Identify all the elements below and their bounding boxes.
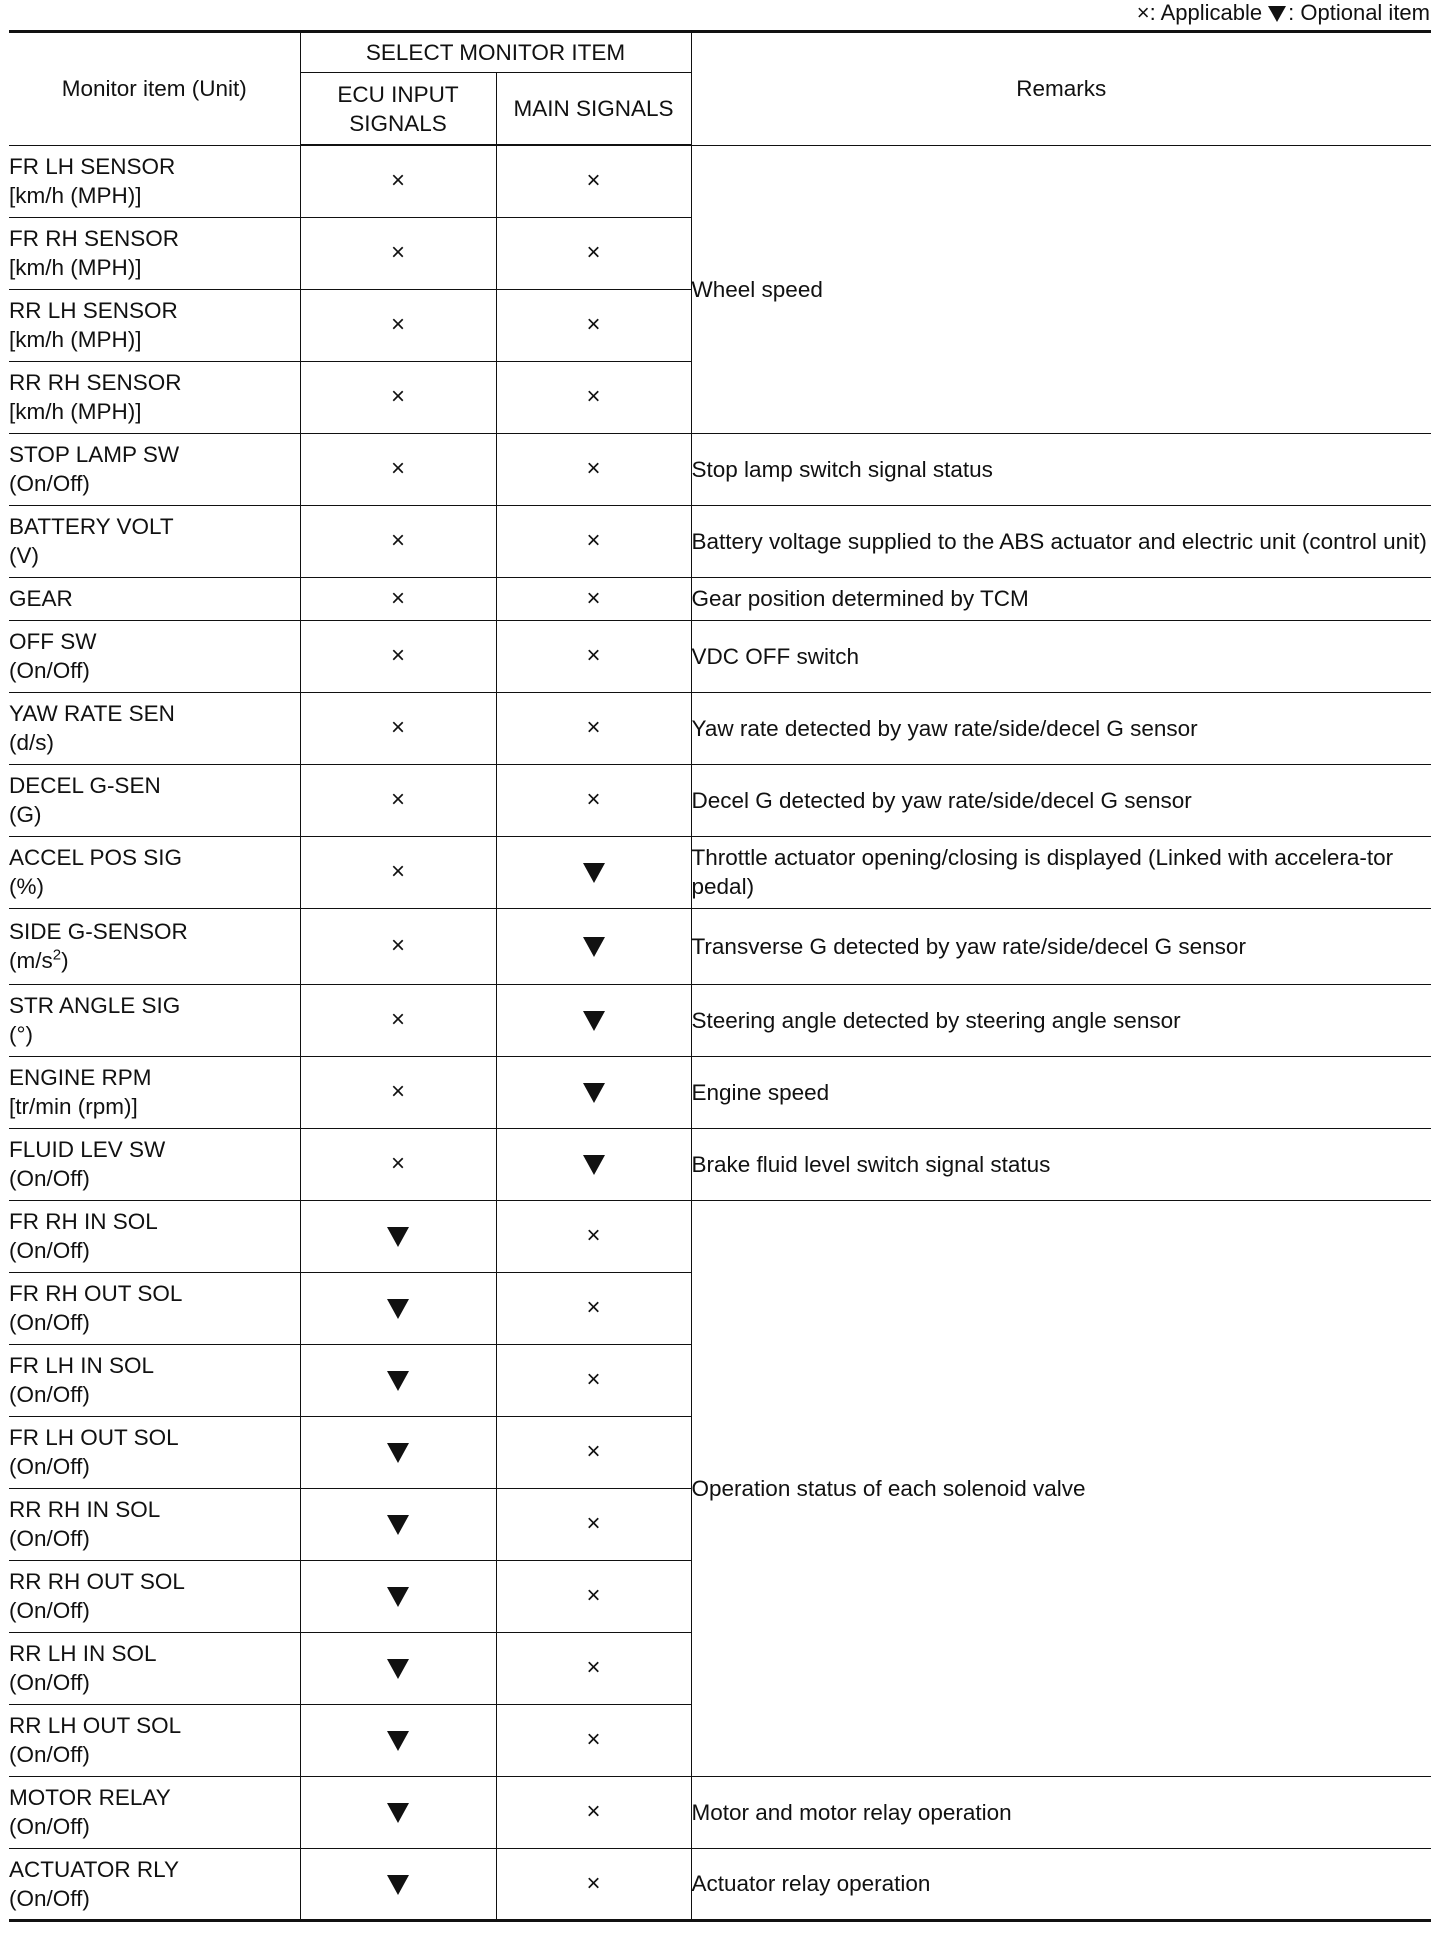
monitor-item-unit: (On/Off) <box>9 1454 90 1479</box>
main-signals-cell-applicable <box>496 1632 691 1704</box>
monitor-item-cell <box>9 764 300 836</box>
down-triangle-icon <box>583 1011 605 1031</box>
table-row <box>9 1200 1431 1272</box>
monitor-item-unit: [tr/min (rpm)] <box>9 1094 138 1119</box>
applicable-mark: × <box>390 527 405 554</box>
main-signals-cell-applicable <box>496 433 691 505</box>
ecu-input-cell-optional <box>300 1416 496 1488</box>
applicable-mark: × <box>586 1869 601 1897</box>
monitor-item-name: RR RH IN SOL <box>9 1497 161 1522</box>
monitor-item-cell <box>9 620 300 692</box>
remarks-cell: Motor and motor relay operation <box>691 1776 1431 1848</box>
ecu-input-cell-optional <box>300 1776 496 1848</box>
table-row <box>9 1128 1431 1200</box>
applicable-mark: × <box>586 714 601 741</box>
applicable-mark: × <box>390 786 405 813</box>
header-select-monitor-item: SELECT MONITOR ITEM <box>300 32 691 73</box>
down-triangle-icon <box>387 1443 409 1463</box>
ecu-input-cell-applicable <box>300 908 496 984</box>
remarks-cell: Throttle actuator opening/closing is displayed (Linked with accelera-tor pedal) <box>691 836 1431 908</box>
table-header <box>9 32 1431 146</box>
ecu-input-cell-optional <box>300 1488 496 1560</box>
table-row <box>9 620 1431 692</box>
ecu-input-cell-applicable <box>300 577 496 620</box>
monitor-item-name: STOP LAMP SW <box>9 442 180 467</box>
applicable-mark: × <box>586 584 601 612</box>
applicable-mark: × <box>390 167 405 195</box>
down-triangle-icon <box>583 1155 605 1175</box>
applicable-mark: × <box>390 714 405 741</box>
monitor-item-cell <box>9 692 300 764</box>
remarks-cell: VDC OFF switch <box>691 620 1431 692</box>
monitor-item-name: ACCEL POS SIG <box>9 845 182 870</box>
monitor-item-name: RR RH OUT SOL <box>9 1569 185 1594</box>
applicable-mark: × <box>390 239 405 266</box>
applicable-mark: × <box>586 1654 601 1681</box>
ecu-input-cell-applicable <box>300 692 496 764</box>
down-triangle-icon <box>583 1083 605 1103</box>
applicable-mark: × <box>390 383 405 410</box>
unit-tail: ) <box>61 948 69 973</box>
monitor-item-name: FLUID LEV SW <box>9 1137 166 1162</box>
monitor-item-unit: (G) <box>9 802 42 827</box>
monitor-item-name: YAW RATE SEN <box>9 701 175 726</box>
main-signals-cell-applicable <box>496 505 691 577</box>
applicable-mark: × <box>586 1510 601 1537</box>
table-row <box>9 908 1431 984</box>
main-signals-cell-applicable <box>496 1704 691 1776</box>
down-triangle-icon <box>387 1587 409 1607</box>
main-signals-cell-applicable <box>496 289 691 361</box>
down-triangle-icon <box>387 1371 409 1391</box>
main-signals-cell-applicable <box>496 577 691 620</box>
monitor-item-cell <box>9 1488 300 1560</box>
monitor-item-cell <box>9 1272 300 1344</box>
table-row <box>9 433 1431 505</box>
applicable-mark: × <box>586 1438 601 1465</box>
monitor-item-cell <box>9 145 300 217</box>
applicable-mark: × <box>390 858 405 885</box>
header-ecu-input-signals: ECU INPUT SIGNALS <box>300 73 496 146</box>
main-signals-cell-applicable <box>496 1200 691 1272</box>
ecu-input-cell-optional <box>300 1560 496 1632</box>
monitor-item-cell <box>9 1632 300 1704</box>
monitor-item-name: GEAR <box>9 586 73 611</box>
monitor-item-unit: (On/Off) <box>9 1670 90 1695</box>
ecu-input-cell-applicable <box>300 433 496 505</box>
ecu-input-cell-applicable <box>300 836 496 908</box>
applicable-mark: × <box>586 527 601 554</box>
monitor-item-unit: (m/s <box>9 948 53 973</box>
applicable-mark: × <box>390 932 405 959</box>
monitor-item-name: FR RH SENSOR <box>9 226 180 251</box>
applicable-mark: × <box>586 1366 601 1393</box>
monitor-item-name: OFF SW <box>9 629 97 654</box>
ecu-input-cell-applicable <box>300 361 496 433</box>
monitor-item-unit: (°) <box>9 1022 33 1047</box>
ecu-input-cell-optional <box>300 1704 496 1776</box>
ecu-input-cell-applicable <box>300 1056 496 1128</box>
main-signals-cell-applicable <box>496 1416 691 1488</box>
monitor-item-cell <box>9 577 300 620</box>
monitor-item-unit: [km/h (MPH)] <box>9 183 142 208</box>
applicable-mark: × <box>586 239 601 266</box>
monitor-item-unit: (On/Off) <box>9 1742 90 1767</box>
monitor-item-cell <box>9 289 300 361</box>
monitor-item-cell <box>9 908 300 984</box>
remarks-cell: Yaw rate detected by yaw rate/side/decel G sensor <box>691 692 1431 764</box>
monitor-item-unit: (On/Off) <box>9 1814 90 1839</box>
monitor-item-name: RR RH SENSOR <box>9 370 182 395</box>
down-triangle-icon <box>387 1875 409 1895</box>
monitor-item-name: ENGINE RPM <box>9 1065 152 1090</box>
monitor-item-name: SIDE G-SENSOR <box>9 919 188 944</box>
table-row <box>9 1056 1431 1128</box>
monitor-item-name: DECEL G-SEN <box>9 773 161 798</box>
down-triangle-icon <box>387 1731 409 1751</box>
down-triangle-icon <box>387 1227 409 1247</box>
monitor-item-name: BATTERY VOLT <box>9 514 174 539</box>
unit-superscript: 2 <box>52 946 62 964</box>
monitor-item-cell <box>9 1416 300 1488</box>
ecu-input-cell-applicable <box>300 217 496 289</box>
ecu-input-cell-applicable <box>300 145 496 217</box>
monitor-item-table <box>9 30 1431 1922</box>
applicable-mark: × <box>390 642 405 669</box>
monitor-item-unit: (On/Off) <box>9 1310 90 1335</box>
main-signals-cell-applicable <box>496 692 691 764</box>
monitor-item-name: ACTUATOR RLY <box>9 1856 180 1882</box>
table-row <box>9 764 1431 836</box>
main-signals-cell-optional <box>496 984 691 1056</box>
ecu-input-cell-applicable <box>300 505 496 577</box>
down-triangle-icon <box>387 1803 409 1823</box>
monitor-item-cell <box>9 1200 300 1272</box>
applicable-mark: × <box>586 1222 601 1249</box>
applicable-mark: × <box>586 167 601 195</box>
monitor-item-name: RR LH SENSOR <box>9 298 178 323</box>
main-signals-cell-optional <box>496 908 691 984</box>
applicable-mark: × <box>586 1294 601 1321</box>
main-signals-cell-optional <box>496 836 691 908</box>
main-signals-cell-applicable <box>496 1344 691 1416</box>
table-row <box>9 145 1431 217</box>
ecu-input-cell-applicable <box>300 984 496 1056</box>
monitor-item-name: FR LH SENSOR <box>9 154 176 179</box>
ecu-input-cell-optional <box>300 1200 496 1272</box>
remarks-cell: Steering angle detected by steering angle sensor <box>691 984 1431 1056</box>
monitor-item-name: FR LH IN SOL <box>9 1353 155 1378</box>
monitor-item-cell <box>9 217 300 289</box>
monitor-item-cell <box>9 984 300 1056</box>
table-row <box>9 836 1431 908</box>
remarks-cell: Brake fluid level switch signal status <box>691 1128 1431 1200</box>
header-monitor-item: Monitor item (Unit) <box>9 32 300 146</box>
table-row <box>9 577 1431 620</box>
monitor-item-name: MOTOR RELAY <box>9 1785 171 1810</box>
main-signals-cell-applicable <box>496 145 691 217</box>
monitor-item-cell <box>9 1560 300 1632</box>
table-body <box>9 145 1431 1920</box>
monitor-item-unit: (On/Off) <box>9 1526 90 1551</box>
monitor-item-name: FR RH IN SOL <box>9 1209 158 1234</box>
main-signals-cell-applicable <box>496 1272 691 1344</box>
main-signals-cell-optional <box>496 1128 691 1200</box>
applicable-mark: × <box>390 584 405 612</box>
applicable-mark: × <box>390 1150 405 1177</box>
main-signals-cell-applicable <box>496 620 691 692</box>
symbol-legend <box>1137 0 1430 26</box>
monitor-item-unit: (On/Off) <box>9 1238 90 1263</box>
monitor-item-cell <box>9 1704 300 1776</box>
main-signals-cell-applicable <box>496 1848 691 1920</box>
remarks-cell: Engine speed <box>691 1056 1431 1128</box>
table-row <box>9 1776 1431 1848</box>
remarks-cell: Operation status of each solenoid valve <box>691 1200 1431 1776</box>
table-row <box>9 1848 1431 1920</box>
monitor-item-unit: (On/Off) <box>9 1166 90 1191</box>
down-triangle-icon <box>583 863 605 883</box>
down-triangle-icon <box>583 937 605 957</box>
ecu-input-cell-optional <box>300 1848 496 1920</box>
remarks-cell: Decel G detected by yaw rate/side/decel G sensor <box>691 764 1431 836</box>
applicable-mark: × <box>586 1726 601 1753</box>
monitor-item-unit: [km/h (MPH)] <box>9 399 142 424</box>
ecu-input-cell-applicable <box>300 764 496 836</box>
remarks-cell: Wheel speed <box>691 145 1431 433</box>
down-triangle-icon <box>387 1659 409 1679</box>
monitor-item-unit: [km/h (MPH)] <box>9 327 142 352</box>
remarks-cell: Stop lamp switch signal status <box>691 433 1431 505</box>
applicable-mark: × <box>586 786 601 813</box>
monitor-item-cell <box>9 836 300 908</box>
monitor-item-cell <box>9 1776 300 1848</box>
applicable-symbol: × <box>1136 0 1150 25</box>
monitor-item-unit: (On/Off) <box>9 1885 90 1911</box>
applicable-mark: × <box>586 311 601 338</box>
header-remarks: Remarks <box>691 32 1431 146</box>
applicable-mark: × <box>390 1078 405 1105</box>
main-signals-cell-applicable <box>496 217 691 289</box>
monitor-item-cell <box>9 1128 300 1200</box>
applicable-mark: × <box>390 311 405 338</box>
applicable-mark: × <box>586 1798 601 1825</box>
optional-triangle-icon <box>1268 6 1286 22</box>
monitor-item-name: FR RH OUT SOL <box>9 1281 183 1306</box>
monitor-item-unit: (On/Off) <box>9 1598 90 1623</box>
monitor-item-unit: (On/Off) <box>9 658 90 683</box>
remarks-cell: Battery voltage supplied to the ABS actuator and electric unit (control unit) <box>691 505 1431 577</box>
ecu-input-cell-optional <box>300 1344 496 1416</box>
monitor-item-unit: [km/h (MPH)] <box>9 255 142 280</box>
down-triangle-icon <box>387 1299 409 1319</box>
applicable-mark: × <box>390 455 405 482</box>
remarks-cell: Gear position determined by TCM <box>691 577 1431 620</box>
monitor-item-name: RR LH IN SOL <box>9 1641 157 1666</box>
header-main-signals: MAIN SIGNALS <box>496 73 691 146</box>
monitor-item-name: RR LH OUT SOL <box>9 1713 182 1738</box>
main-signals-cell-optional <box>496 1056 691 1128</box>
table-row <box>9 692 1431 764</box>
main-signals-cell-applicable <box>496 1488 691 1560</box>
ecu-input-cell-optional <box>300 1272 496 1344</box>
monitor-item-cell <box>9 1344 300 1416</box>
optional-legend-label: : Optional item <box>1288 0 1430 25</box>
monitor-item-cell <box>9 433 300 505</box>
monitor-item-unit: (d/s) <box>9 730 54 755</box>
table-row <box>9 505 1431 577</box>
monitor-item-unit: (On/Off) <box>9 471 90 496</box>
applicable-mark: × <box>586 1582 601 1609</box>
applicable-legend-label: : Applicable <box>1149 0 1263 25</box>
monitor-item-cell <box>9 361 300 433</box>
applicable-mark: × <box>586 383 601 410</box>
main-signals-cell-applicable <box>496 361 691 433</box>
main-signals-cell-applicable <box>496 764 691 836</box>
monitor-item-unit: (On/Off) <box>9 1382 90 1407</box>
monitor-item-cell <box>9 505 300 577</box>
monitor-item-cell <box>9 1056 300 1128</box>
monitor-item-name: STR ANGLE SIG <box>9 993 181 1018</box>
monitor-item-unit: (V) <box>9 543 39 568</box>
ecu-input-cell-optional <box>300 1632 496 1704</box>
down-triangle-icon <box>387 1515 409 1535</box>
monitor-item-unit: (%) <box>9 874 44 899</box>
applicable-mark: × <box>390 1006 405 1033</box>
main-signals-cell-applicable <box>496 1560 691 1632</box>
applicable-mark: × <box>586 455 601 482</box>
monitor-item-name: FR LH OUT SOL <box>9 1425 179 1450</box>
monitor-item-cell <box>9 1848 300 1920</box>
applicable-mark: × <box>586 642 601 669</box>
table-row <box>9 984 1431 1056</box>
ecu-input-cell-applicable <box>300 289 496 361</box>
ecu-input-cell-applicable <box>300 1128 496 1200</box>
remarks-cell: Transverse G detected by yaw rate/side/decel G sensor <box>691 908 1431 984</box>
main-signals-cell-applicable <box>496 1776 691 1848</box>
remarks-cell: Actuator relay operation <box>691 1848 1431 1920</box>
ecu-input-cell-applicable <box>300 620 496 692</box>
